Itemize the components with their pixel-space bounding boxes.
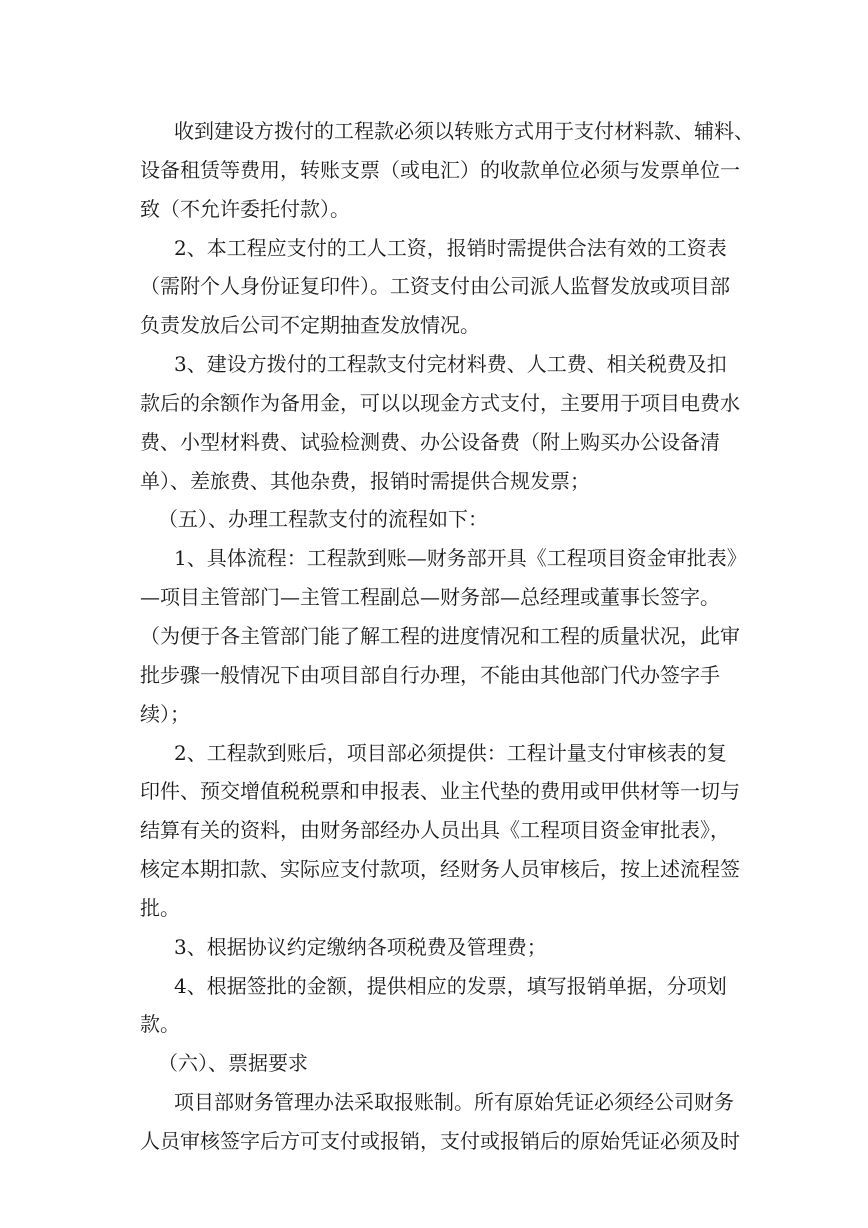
paragraph-line: 款后的余额作为备用金，可以以现金方式支付，主要用于项目电费水 (140, 390, 740, 415)
paragraph-line: 收到建设方拨付的工程款必须以转账方式用于支付材料款、辅料、 (174, 119, 754, 143)
paragraph-line: 负责发放后公司不定期抽查发放情况。 (140, 313, 480, 338)
paragraph-line: 人员审核签字后方可支付或报销，支付或报销后的原始凭证必须及时 (140, 1128, 740, 1153)
paragraph-line: （需附个人身份证复印件）。工资支付由公司派人监督发放或项目部 (140, 274, 730, 299)
paragraph-line: 3、建设方拨付的工程款支付完材料费、人工费、相关税费及扣 (174, 352, 727, 377)
paragraph-line: 单）、差旅费、其他杂费，报销时需提供合规发票； (140, 468, 590, 493)
paragraph-line: 1、具体流程：工程款到账—财务部开具《工程项目资金审批表》 (174, 546, 747, 571)
paragraph-line: 款。 (140, 1012, 180, 1037)
paragraph-line: 2、本工程应支付的工人工资，报销时需提供合法有效的工资表 (174, 235, 727, 260)
paragraph-line: 设备租赁等费用，转账支票（或电汇）的收款单位必须与发票单位一 (140, 157, 740, 182)
document-body (0, 112, 868, 1161)
paragraph-line: 批步骤一般情况下由项目部自行办理，不能由其他部门代办签字手 (140, 662, 720, 687)
paragraph-line: 致（不允许委托付款）。 (140, 196, 350, 221)
paragraph-line: 续）； (140, 701, 190, 726)
paragraph-line: 2、工程款到账后，项目部必须提供：工程计量支付审核表的复 (174, 740, 727, 765)
paragraph-line: 核定本期扣款、实际应支付款项，经财务人员审核后，按上述流程签 (140, 857, 740, 882)
paragraph-line: 项目部财务管理办法采取报账制。所有原始凭证必须经公司财务 (174, 1090, 734, 1115)
paragraph-line: —项目主管部门—主管工程副总—财务部—总经理或董事长签字。 (140, 585, 720, 610)
section-heading: （五）、办理工程款支付的流程如下： (158, 507, 488, 532)
paragraph-line: 费、小型材料费、试验检测费、办公设备费（附上购买办公设备清 (140, 429, 720, 454)
paragraph-line: 结算有关的资料，由财务部经办人员出具《工程项目资金审批表》， (140, 818, 730, 843)
paragraph-line: 4、根据签批的金额，提供相应的发票，填写报销单据，分项划 (174, 973, 727, 998)
paragraph-line: （为便于各主管部门能了解工程的进度情况和工程的质量状况，此审 (140, 623, 740, 648)
section-heading: （六）、票据要求 (158, 1051, 308, 1076)
paragraph-line: 3、根据协议约定缴纳各项税费及管理费； (174, 934, 547, 959)
paragraph-line: 批。 (140, 895, 180, 920)
paragraph-line: 印件、预交增值税税票和申报表、业主代垫的费用或甲供材等一切与 (140, 779, 740, 804)
